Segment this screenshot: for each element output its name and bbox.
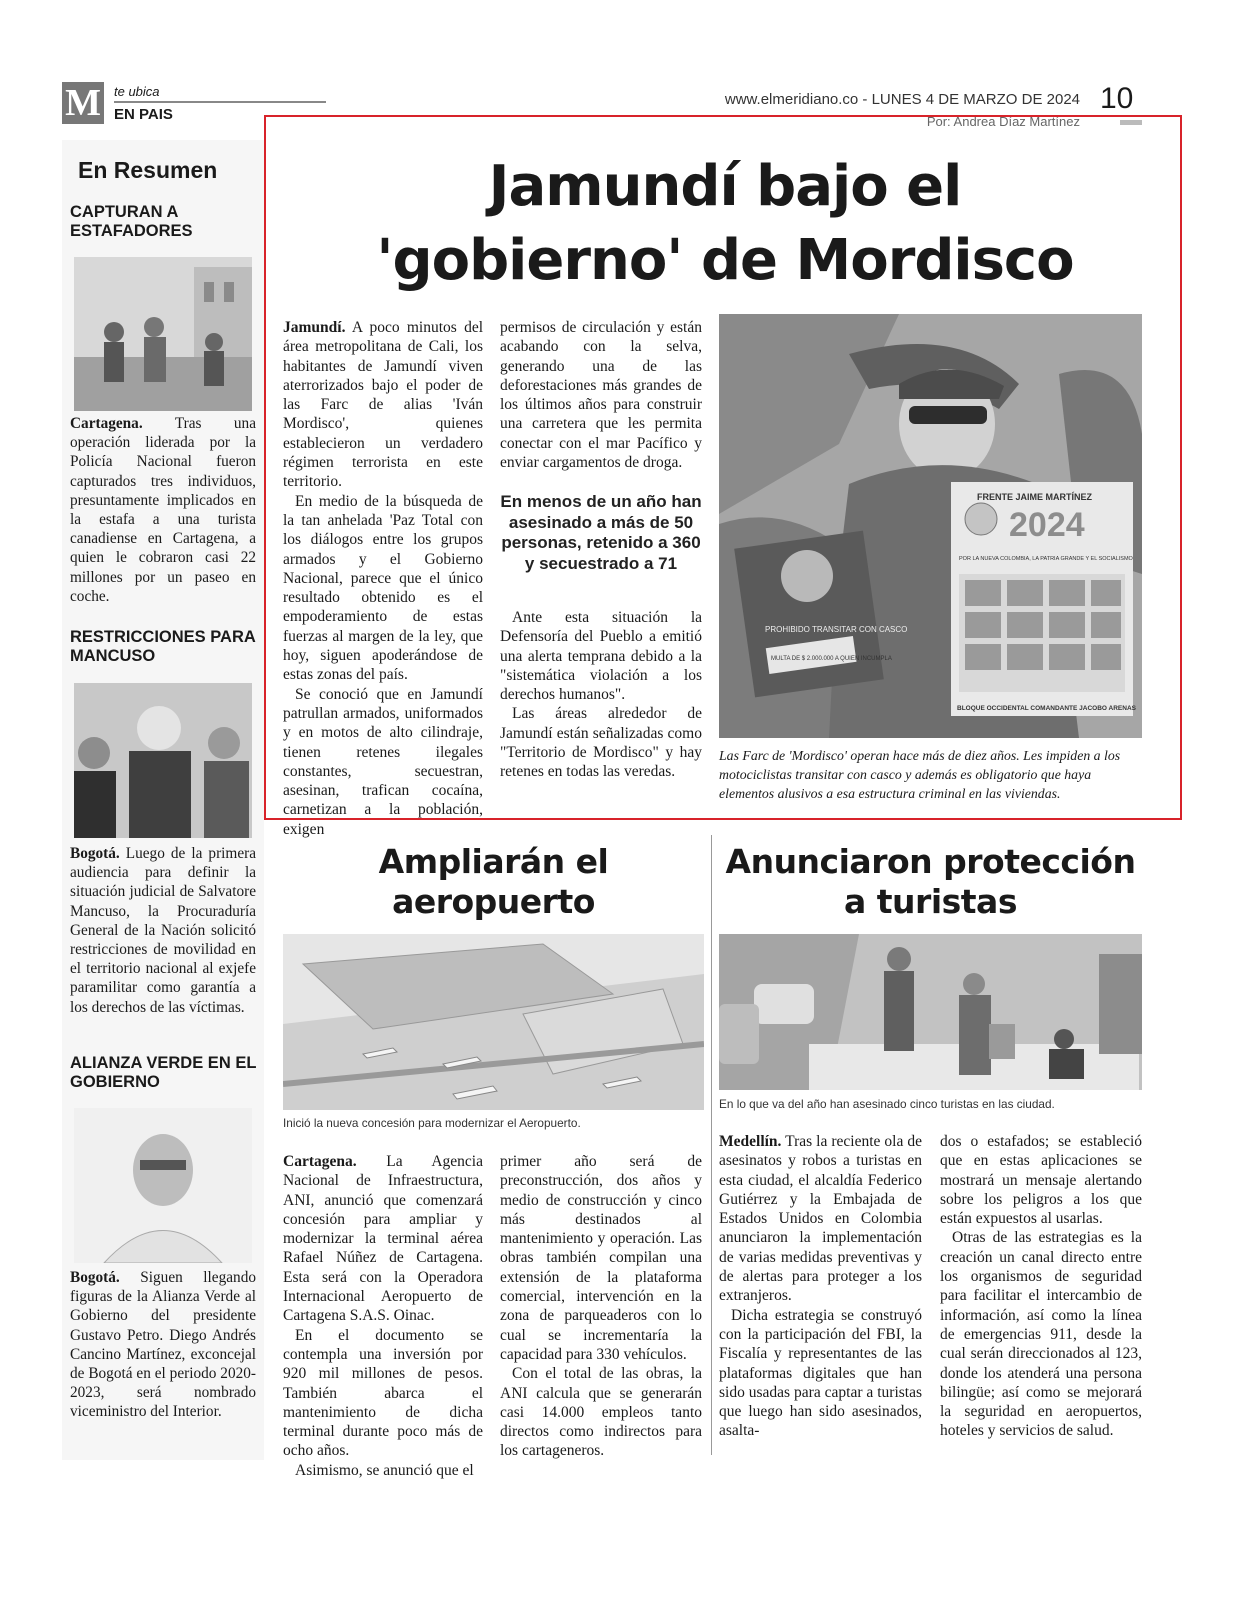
main-headline [300,150,1150,298]
officers-illustration [74,683,252,838]
sidebar-headline-1: CAPTURAN A ESTAFADORES [70,203,193,240]
tourist-headline [719,842,1142,922]
section-title: EN PAIS [114,106,173,123]
tourist-column-1 [719,1132,922,1441]
sidebar-lead-3: Bogotá. [70,1269,120,1286]
section-divider [114,101,326,103]
main-story-p1: A poco minutos del área metropolitana de Cali, los habitantes de Jamundí viven aterrorizados bajo el poder de las Farc de alias 'Iván Mordisco', quienes establecieron un verdadero régimen terrorista en este territorio. [283,319,483,491]
airport-headline-line-2: aeropuerto [392,882,595,921]
photo-poster-title: FRENTE JAIME MARTÍNEZ [977,492,1093,502]
sidebar-lead-2: Bogotá. [70,845,120,862]
airport-p3: Asimismo, se anunció que el [295,1461,474,1479]
tourist-p4: Otras de las estrategias es la creación un canal directo entre los organismos de seguridad para facilitar el intercambio de información, así como la línea de emergencias 911, desde la cual serán direccionados al 123, donde los atenderá una persona bilingüe; así como se mejorará la seguridad en aeropuertos, hoteles y servicios de salud. [940,1229,1142,1440]
main-story-column-1 [283,318,483,839]
main-story-p3: Se conoció que en Jamundí patrullan armados, uniformados y en motos de alto cilindraje, tienen retenes ilegales constantes, secuestran, asesinan, trafican cocaína, carnetizan a la población, exigen [283,685,483,838]
airport-p5: Con el total de las obras, la ANI calcula que se generarán casi 14.000 empleos tanto directos como indirectos para los cartageneros. [500,1365,702,1460]
sidebar-photo-cancino [74,1108,252,1263]
saluting-fighter-illustration [719,314,1142,738]
main-story-lead: Jamundí. [283,319,346,336]
sidebar-body-3: Siguen llegando figuras de la Alianza Verde al Gobierno del presidente Gustavo Petro. Diego Andrés Cancino Martínez, exconcejal de Bogotá en el periodo 2020-2023, será nombrado viceministro del Interior. [70,1269,256,1421]
sidebar-headline-2: RESTRICCIONES PARA MANCUSO [70,628,256,665]
photo-poster-footer: BLOQUE OCCIDENTAL COMANDANTE JACOBO ARENAS [957,705,1136,712]
tourist-headline-line-1: Anunciaron protección [725,842,1136,881]
tourist-photo-caption: En lo que va del año han asesinado cinco turistas en las ciudad. [719,1097,1055,1111]
byline: Por: Andrea Díaz Martínez [926,114,1080,129]
column-rule [711,835,712,1455]
tourist-p2: Dicha estrategia se construyó con la participación del FBI, la Fiscalía y representantes de las plataformas digitales que han sido usadas para captar a turistas que luego han sido asesinados, asalta- [719,1306,922,1440]
street-tourists-illustration [719,934,1142,1090]
airport-column-1 [283,1152,483,1480]
main-photo-caption: Las Farc de 'Mordisco' operan hace más de diez años. Les impiden a los motociclistas transitar con casco y además es obligatorio que haya elementos alusivos a esa estructura criminal en las viviendas. [719,748,1121,801]
section-kicker: te ubica [114,84,160,99]
main-headline-line-2: 'gobierno' de Mordisco [376,228,1074,293]
site-date-line: www.elmeridiano.co - LUNES 4 DE MARZO DE 2024 [724,91,1080,108]
newspaper-logo: M [62,82,104,124]
sidebar-body-2: Luego de la primera audiencia para definir la situación judicial de Salvatore Mancuso, la Procuraduría General de la Nación solicitó restricciones de movilidad en el territorio nacional al exjefe paramilitar como garantía a los derechos de las víctimas. [70,845,256,1016]
photo-sign-fine: MULTA DE $ 2.000.000 A QUIEN INCUMPLA [771,656,892,662]
photo-poster-slogan: POR LA NUEVA COLOMBIA, LA PATRIA GRANDE Y EL SOCIALISMO [959,556,1133,562]
street-scene-illustration [74,257,252,411]
airport-column-2 [500,1152,702,1461]
tourist-lead: Medellín. [719,1133,782,1150]
tourist-p3: dos o estafados; se estableció que en estas aplicaciones se mostrará un mensaje alertando sobre los peligros a los que están expuestos al usarlas. [940,1133,1142,1228]
main-story-col2-text: permisos de circulación y están acabando con la selva, generando una de las deforestaciones más grandes de los últimos años para construir una carretera que les permita conectar con el mar Pacífico y enviar cargamentos de droga. [500,319,702,472]
sidebar-photo-mancuso [74,683,252,838]
tourist-headline-line-2: a turistas [844,882,1017,921]
sidebar-headline-3: ALIANZA VERDE EN EL GOBIERNO [70,1054,257,1091]
airport-headline [283,842,704,922]
sidebar-text-3 [70,1268,256,1422]
main-headline-line-1: Jamundí bajo el [488,154,962,219]
sidebar-lead-1: Cartagena. [70,415,143,432]
main-story-column-2-bottom [500,608,702,782]
airport-headline-line-1: Ampliarán el [378,842,609,881]
sidebar-title: En Resumen [78,157,218,183]
sidebar-text-2 [70,844,256,1017]
main-story-col2-p1: Ante esta situación la Defensoría del Pueblo a emitió una alerta temprana debido a la "sistemática violación a los derechos humanos". [500,609,702,704]
photo-sign-text: PROHIBIDO TRANSITAR CON CASCO [765,625,908,634]
tourist-column-2 [940,1132,1142,1441]
airport-photo [283,934,704,1110]
main-story-col2-p2: Las áreas alrededor de Jamundí están señalizadas como "Territorio de Mordisco" y hay retenes en todas las veredas. [500,705,702,781]
main-story-column-2-top [500,318,702,472]
airport-photo-caption: Inició la nueva concesión para modernizar el Aeropuerto. [283,1116,581,1130]
airport-p1: La Agencia Nacional de Infraestructura, ANI, anunció que comenzará concesión para ampliar y modernizar la terminal aérea Rafael Núñez de Cartagena. Esta será con la Operadora Internacional Aeropuerto de Cartagena S.A.S. Oinac. [283,1153,483,1325]
portrait-illustration [74,1108,252,1263]
main-photo [719,314,1142,738]
airport-lead: Cartagena. [283,1153,357,1170]
tourist-p1: Tras la reciente ola de asesinatos y robos a turistas en esta ciudad, el alcaldía Federico Gutiérrez y la Embajada de Estados Unidos en Colombia anunciaron la implementación de varias medidas preventivas y de alertas para proteger a los extranjeros. [719,1133,922,1305]
airport-p2: En el documento se contempla una inversión por 920 mil millones de pesos. También abarca el mantenimiento de dicha terminal durante poco más de ocho años. [283,1326,483,1460]
page-number: 10 [1100,82,1134,115]
tourist-photo [719,934,1142,1090]
sidebar-photo-carriage [74,257,252,411]
sidebar-body-1: Tras una operación liderada por la Policía Nacional fueron capturados tres individuos, presuntamente implicados en la estafa a una turista canadiense en Cartagena, a quien le cobraron casi 22 millones por un paseo en coche. [70,415,256,605]
sidebar-text-1 [70,414,256,606]
airport-rendering-illustration [283,934,704,1110]
airport-p4: primer año será de preconstrucción, dos años y medio de construcción y cinco más destinados al mantenimiento y operación. Las obras también compilan una extensión de la plataforma comercial, intervención en la zona de parqueaderos con lo cual se incrementaría la capacidad para 330 vehículos. [500,1153,702,1363]
photo-poster-year: 2024 [1009,506,1085,544]
pull-quote: En menos de un año han asesinado a más de 50 personas, retenido a 360 y secuestrado a 71 [500,492,702,573]
main-story-p2: En medio de la búsqueda de la tan anhelada 'Paz Total con los diálogos entre los grupos armados y el Gobierno Nacional, parece que el único resultado obtenido es el empoderamiento de estas fuerzas al margen de la ley, que hoy, siguen apoderándose de estas zonas del país. [283,492,483,684]
